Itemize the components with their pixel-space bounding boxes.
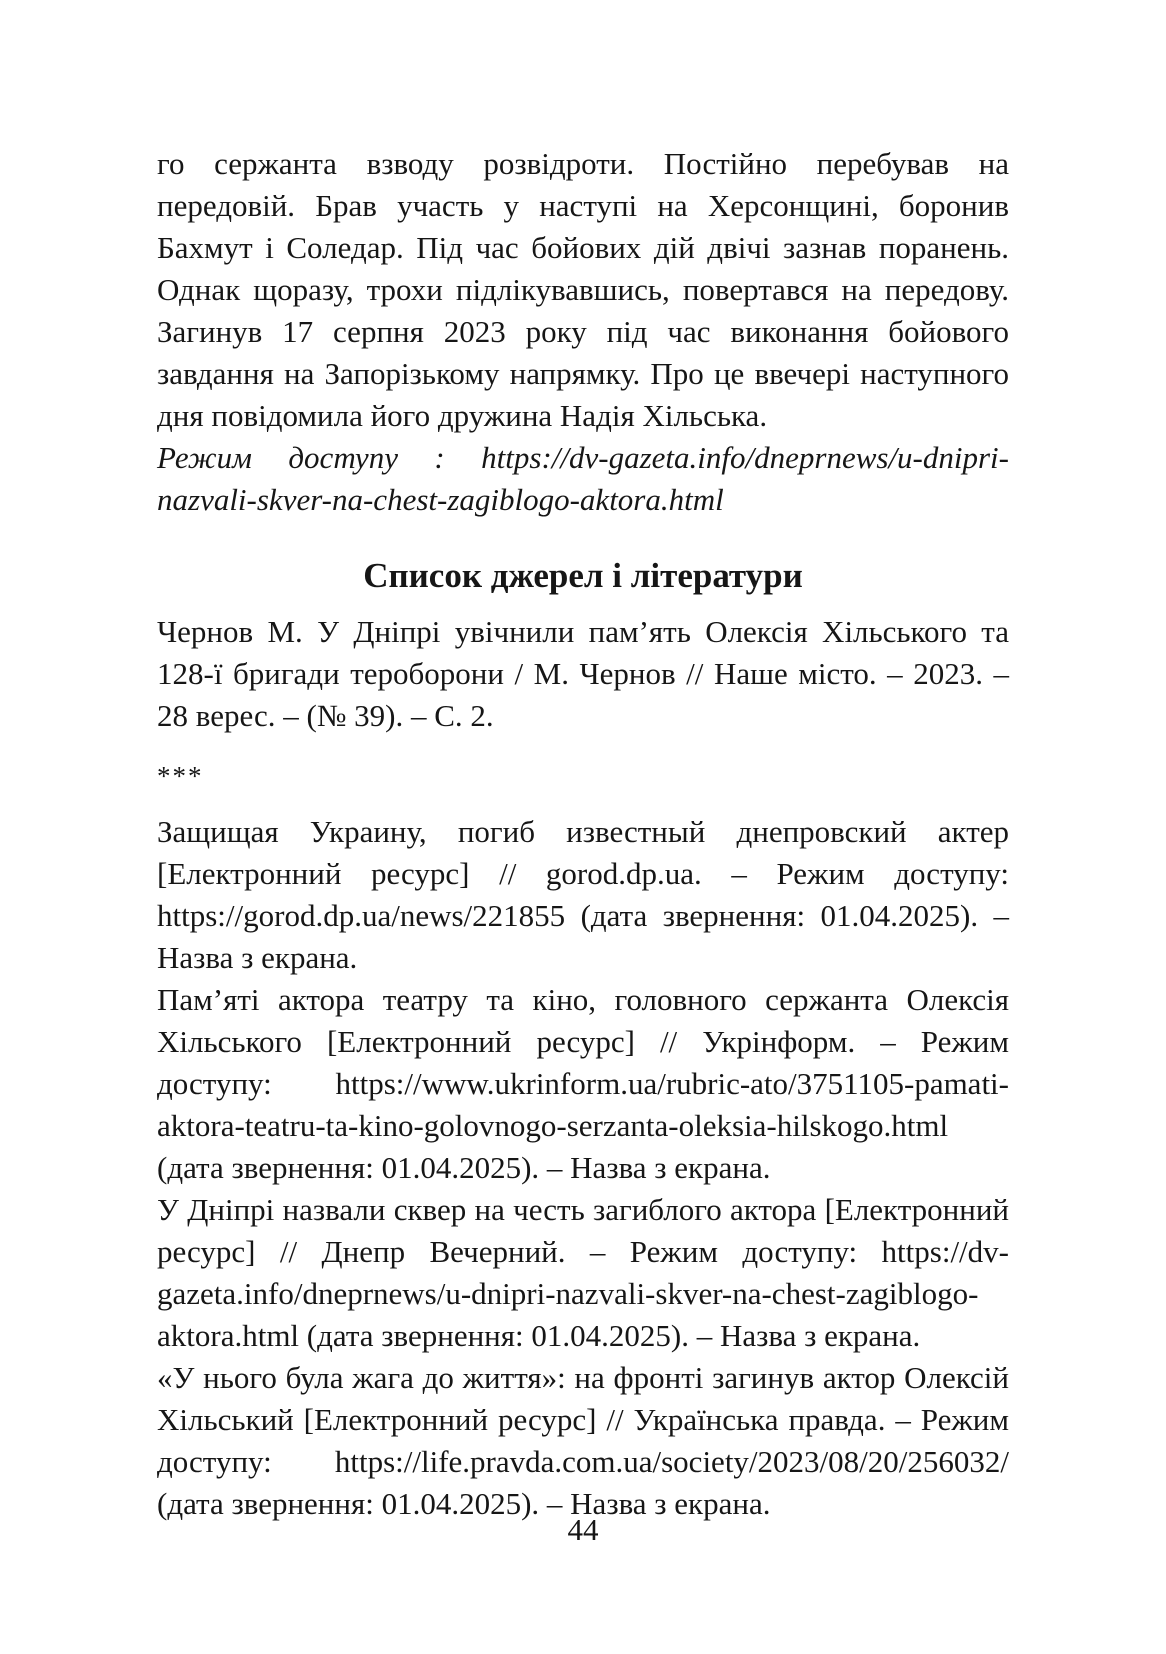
biography-section (157, 143, 1009, 521)
bibliography-item: Чернов М. У Дніпрі увічнили пам’ять Олексія Хільського та 128-ї бригади тероборони / М. Чернов // Наше місто. – 2023. – 28 верес. – (№ 39). – С. 2. (157, 614, 1009, 733)
source-link-text: Режим доступу : https://dv-gazeta.info/dneprnews/u-dnipri-nazvali-skver-na-chest-zagiblogo-aktora.html (157, 440, 1009, 517)
bibliography-list (157, 611, 1009, 1525)
bibliography-item: Пам’яті актора театру та кіно, головного сержанта Олексія Хільського [Електронний ресурс] // Укрінформ. – Режим доступу: https://www.ukrinform.ua/rubric-ato/3751105-pamati-aktora-teatru-ta-kino-golovnogo-serzanta-oleksia-hilskogo.html (дата звернення: 01.04.2025). – Назва з екрана. (157, 982, 1009, 1185)
bibliography-item: Защищая Украину, погиб известный днепровский актер [Електронний ресурс] // gorod.dp.ua. – Режим доступу: https://gorod.dp.ua/news/221855 (дата звернення: 01.04.2025). – Назва з екрана. (157, 814, 1009, 975)
bibliography-item: «У нього була жага до життя»: на фронті загинув актор Олексій Хільський [Електронний ресурс] // Українська правда. – Режим доступу: https://life.pravda.com.ua/society/2023/08/20/256032/ (дата звернення: 01.04.2025). – Назва з екрана. (157, 1360, 1009, 1521)
document-page (157, 143, 1009, 1525)
bibliography-item: У Дніпрі назвали сквер на честь загиблого актора [Електронний ресурс] // Днепр Вечерний. – Режим доступу: https://dv-gazeta.info/dneprnews/u-dnipri-nazvali-skver-na-chest-zagiblogo-aktora.html (дата звернення: 01.04.2025). – Назва з екрана. (157, 1192, 1009, 1353)
biography-paragraph: го сержанта взводу розвідроти. Постійно перебував на передовій. Брав участь у наступі на Херсонщині, боронив Бахмут і Соледар. Під час бойових дій двічі зазнав поранень. Однак щоразу, трохи підлікувавшись, повертався на передову. Загинув 17 серпня 2023 року під час виконання бойового завдання на Запорізькому напрямку. Про це ввечері наступного дня повідомила його дружина Надія Хільська. (157, 146, 1009, 433)
page-number: 44 (567, 1512, 599, 1547)
section-heading: Список джерел і літератури (363, 556, 803, 595)
section-separator: *** (157, 761, 204, 791)
